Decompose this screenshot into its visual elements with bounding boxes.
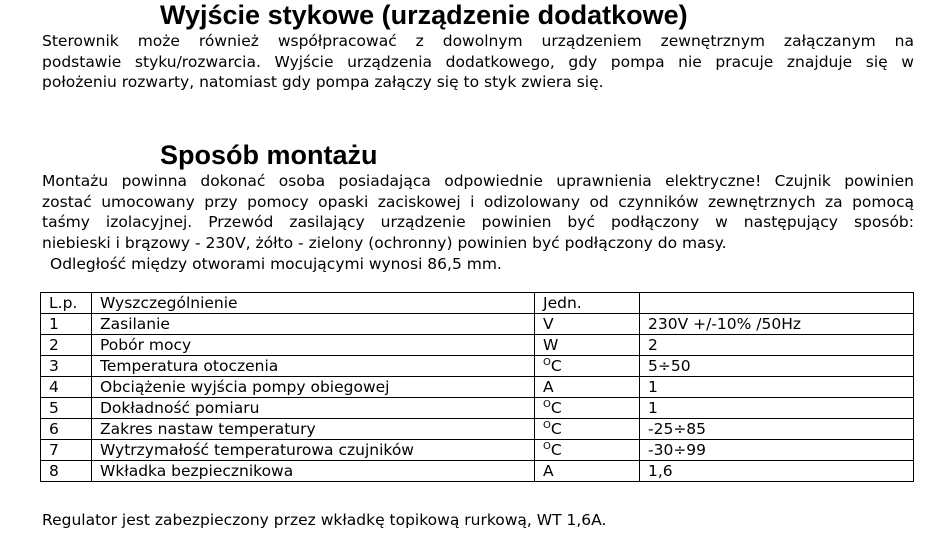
row-value: 1,6 bbox=[640, 461, 914, 482]
table-row bbox=[41, 440, 914, 461]
output-description bbox=[42, 31, 914, 93]
row-lp: 5 bbox=[41, 398, 92, 419]
row-unit bbox=[535, 356, 640, 377]
row-unit: A bbox=[535, 461, 640, 482]
row-lp: 6 bbox=[41, 419, 92, 440]
table-header-row bbox=[41, 293, 914, 314]
row-name: Dokładność pomiaru bbox=[92, 398, 535, 419]
row-unit bbox=[535, 398, 640, 419]
table-row bbox=[41, 356, 914, 377]
row-unit: V bbox=[535, 314, 640, 335]
table-row bbox=[41, 314, 914, 335]
header-unit: Jedn. bbox=[535, 293, 640, 314]
table-row bbox=[41, 377, 914, 398]
degree-mark: O bbox=[543, 420, 551, 431]
row-lp: 3 bbox=[41, 356, 92, 377]
output-line: Sterownik może również współpracować z dowolnym urządzeniem zewnętrznym załączanym na bbox=[42, 32, 914, 50]
row-value: 1 bbox=[640, 377, 914, 398]
row-lp: 8 bbox=[41, 461, 92, 482]
row-unit bbox=[535, 419, 640, 440]
row-value: -30÷99 bbox=[640, 440, 914, 461]
section-title-output: Wyjście stykowe (urządzenie dodatkowe) bbox=[160, 0, 688, 30]
unit-letter: C bbox=[550, 399, 562, 417]
mounting-line: zostać umocowany przy pomocy opaski zaciskowej i odizolowany od czynników zewnętrznych za pomocą bbox=[42, 192, 914, 211]
unit-letter: C bbox=[550, 441, 562, 459]
row-unit bbox=[535, 440, 640, 461]
spec-table bbox=[40, 292, 914, 482]
output-line: podstawie styku/rozwarcia. Wyjście urządzenia dodatkowego, gdy pompa nie pracuje znajduje się w bbox=[42, 52, 914, 71]
row-lp: 1 bbox=[41, 314, 92, 335]
row-unit: W bbox=[535, 335, 640, 356]
header-value bbox=[640, 293, 914, 314]
row-name: Temperatura otoczenia bbox=[92, 356, 535, 377]
mounting-line: Montażu powinna dokonać osoba posiadająca odpowiednie uprawnienia elektryczne! Czujnik powinien bbox=[42, 172, 914, 190]
row-lp: 2 bbox=[41, 335, 92, 356]
row-unit: A bbox=[535, 377, 640, 398]
degree-mark: O bbox=[543, 399, 551, 410]
mounting-distance-note: Odległość między otworami mocującymi wynosi 86,5 mm. bbox=[50, 255, 502, 273]
mounting-line: niebieski i brązowy - 230V, żółto - zielony (ochronny) powinien być podłączony do masy. bbox=[42, 233, 727, 252]
table-row bbox=[41, 398, 914, 419]
header-lp: L.p. bbox=[41, 293, 92, 314]
degree-mark: O bbox=[543, 441, 551, 452]
unit-letter: C bbox=[550, 357, 562, 375]
row-name: Pobór mocy bbox=[92, 335, 535, 356]
row-value: 1 bbox=[640, 398, 914, 419]
table-row bbox=[41, 419, 914, 440]
table-row bbox=[41, 335, 914, 356]
row-lp: 4 bbox=[41, 377, 92, 398]
row-name: Obciążenie wyjścia pompy obiegowej bbox=[92, 377, 535, 398]
row-name: Zakres nastaw temperatury bbox=[92, 419, 535, 440]
row-value: 5÷50 bbox=[640, 356, 914, 377]
row-name: Wkładka bezpiecznikowa bbox=[92, 461, 535, 482]
header-description: Wyszczególnienie bbox=[92, 293, 535, 314]
row-value: 2 bbox=[640, 335, 914, 356]
section-title-mounting: Sposób montażu bbox=[160, 140, 378, 170]
row-name: Zasilanie bbox=[92, 314, 535, 335]
row-name: Wytrzymałość temperaturowa czujników bbox=[92, 440, 535, 461]
row-lp: 7 bbox=[41, 440, 92, 461]
row-value: 230V +/-10% /50Hz bbox=[640, 314, 914, 335]
unit-letter: C bbox=[550, 420, 562, 438]
output-line: położeniu rozwarty, natomiast gdy pompa załączy się to styk zwiera się. bbox=[42, 73, 604, 91]
degree-mark: O bbox=[543, 357, 551, 368]
mounting-line: taśmy izolacyjnej. Przewód zasilający urządzenie powinien być podłączony w następujący sposób: bbox=[42, 213, 914, 231]
row-value: -25÷85 bbox=[640, 419, 914, 440]
table-row bbox=[41, 461, 914, 482]
mounting-description bbox=[42, 171, 914, 253]
footer-note: Regulator jest zabezpieczony przez wkładkę topikową rurkową, WT 1,6A. bbox=[42, 511, 607, 529]
